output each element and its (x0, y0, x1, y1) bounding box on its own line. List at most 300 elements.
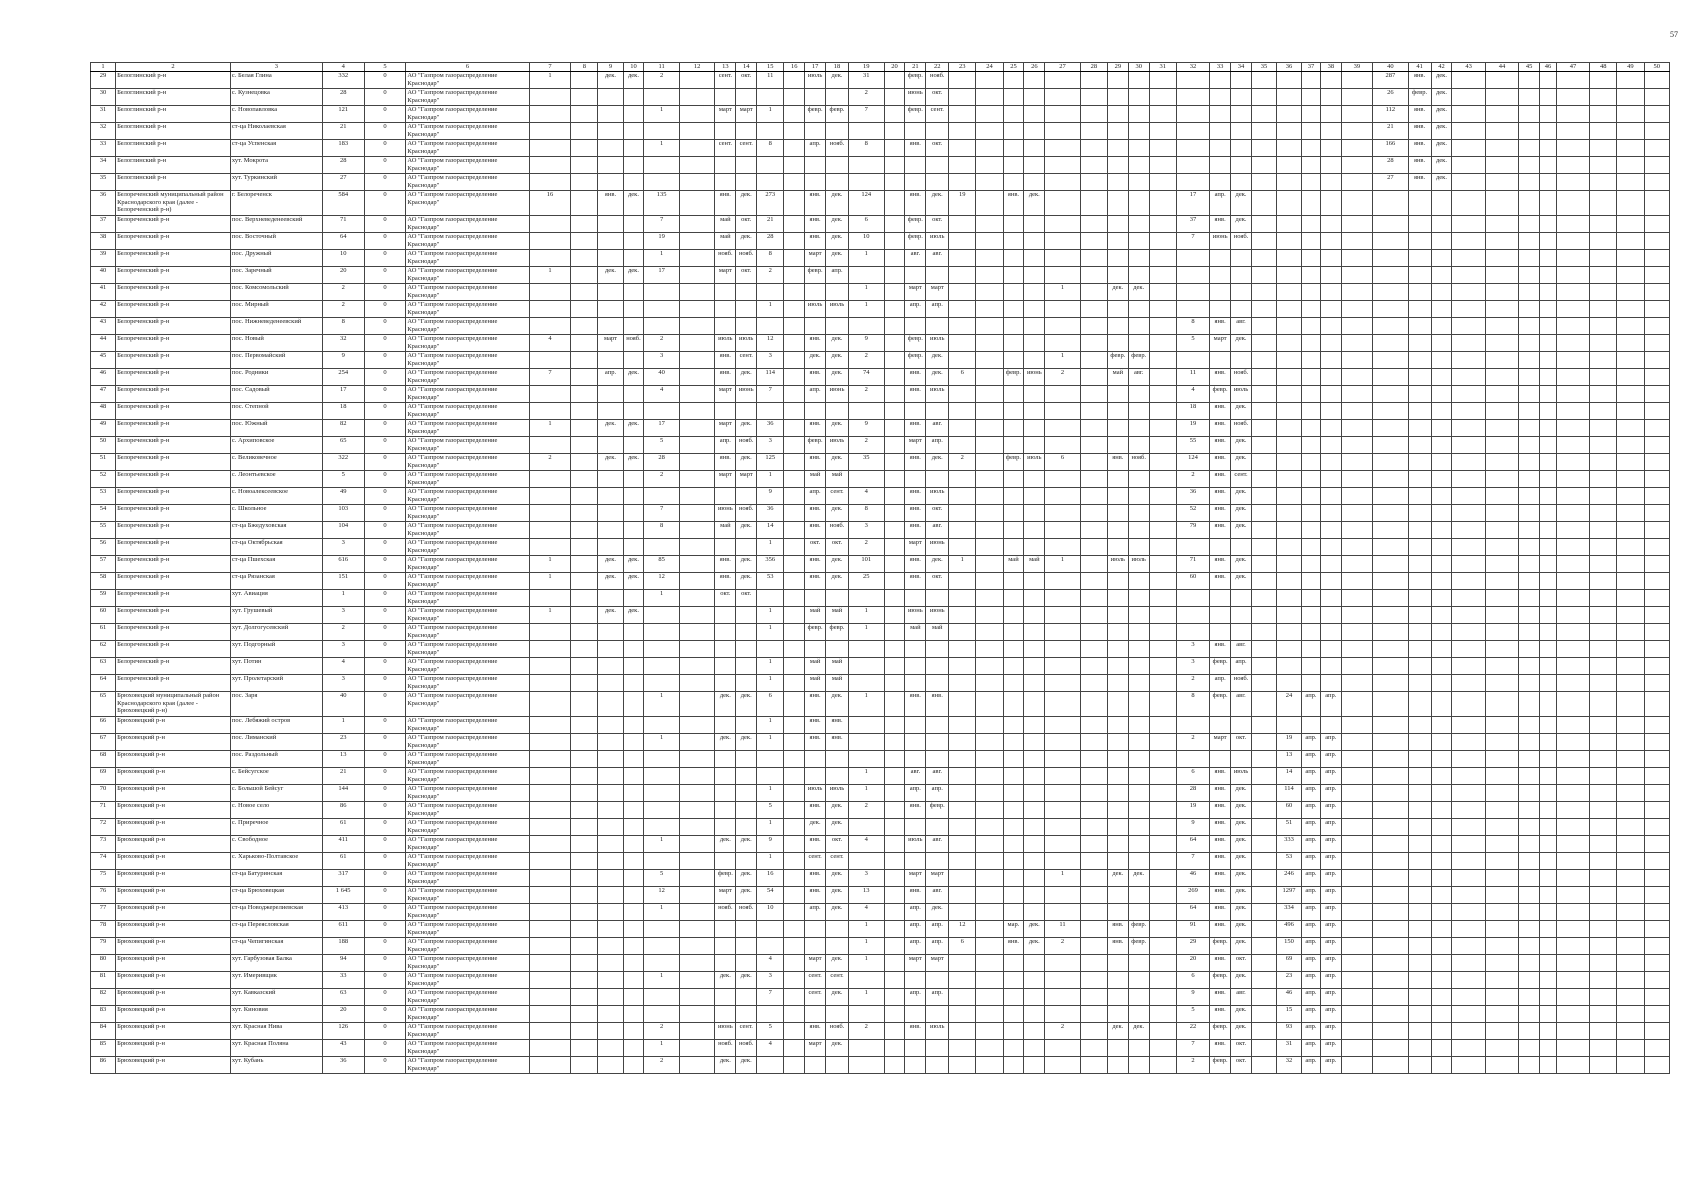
table-cell (884, 301, 905, 318)
table-cell: янв. (805, 335, 826, 352)
table-cell: май (1107, 369, 1128, 386)
table-cell (1373, 972, 1409, 989)
table-cell (1128, 386, 1149, 403)
table-cell: янв. (905, 573, 926, 590)
table-cell: 17 (322, 386, 364, 403)
table-cell (1149, 522, 1176, 539)
table-cell (949, 955, 976, 972)
table-cell (1590, 1040, 1617, 1057)
table-cell (1128, 420, 1149, 437)
table-cell (679, 675, 715, 692)
table-cell (1373, 802, 1409, 819)
table-cell (976, 734, 1003, 751)
table-cell: март (905, 437, 926, 454)
table-cell: 1 (849, 692, 885, 717)
table-row (91, 233, 1670, 250)
table-cell (598, 539, 623, 556)
table-cell (1556, 539, 1589, 556)
table-cell (1302, 658, 1321, 675)
table-cell: февр. (1003, 369, 1024, 386)
table-cell: март (926, 870, 949, 887)
table-cell: 37 (91, 216, 116, 233)
table-cell (1431, 454, 1452, 471)
table-cell (1556, 106, 1589, 123)
table-cell (1277, 352, 1302, 369)
table-cell (1320, 717, 1341, 734)
table-cell (679, 972, 715, 989)
table-cell: 2 (849, 802, 885, 819)
table-cell: АО "Газпром газораспределение Краснодар" (406, 734, 529, 751)
table-cell (623, 1057, 644, 1074)
table-cell (736, 938, 757, 955)
table-cell: дек. (926, 191, 949, 216)
table-cell (571, 437, 598, 454)
table-cell (1149, 641, 1176, 658)
table-cell (976, 191, 1003, 216)
table-cell (1277, 216, 1302, 233)
table-cell (1431, 420, 1452, 437)
table-cell (1431, 573, 1452, 590)
table-cell (1519, 174, 1540, 191)
table-cell: 39 (91, 250, 116, 267)
table-cell: июль (805, 301, 826, 318)
table-row (91, 454, 1670, 471)
table-cell: 64 (91, 675, 116, 692)
table-cell (1231, 539, 1252, 556)
table-cell (1080, 802, 1107, 819)
table-cell (1590, 692, 1617, 717)
table-cell (1373, 369, 1409, 386)
table-cell (529, 437, 571, 454)
table-cell: 0 (364, 853, 406, 870)
table-cell (949, 768, 976, 785)
table-cell (1320, 675, 1341, 692)
table-cell: февр. (1210, 386, 1231, 403)
table-cell (884, 887, 905, 904)
table-cell (715, 89, 736, 106)
table-cell (529, 904, 571, 921)
table-cell (1485, 420, 1518, 437)
table-cell: 55 (1176, 437, 1209, 454)
table-cell: июнь (905, 607, 926, 624)
table-row (91, 157, 1670, 174)
table-cell (905, 318, 926, 335)
table-cell (715, 658, 736, 675)
table-cell (1519, 751, 1540, 768)
table-cell (529, 819, 571, 836)
table-cell (1519, 403, 1540, 420)
table-cell (1540, 454, 1557, 471)
table-cell (571, 1057, 598, 1074)
table-cell: апр. (1320, 1023, 1341, 1040)
table-cell: окт. (926, 216, 949, 233)
table-cell: янв. (1210, 522, 1231, 539)
table-cell: сент. (826, 853, 849, 870)
table-cell (598, 675, 623, 692)
table-cell (949, 853, 976, 870)
table-cell: авг. (1231, 692, 1252, 717)
table-cell (598, 641, 623, 658)
table-cell: апр. (1320, 802, 1341, 819)
table-cell (1452, 157, 1485, 174)
table-cell: дек. (826, 819, 849, 836)
table-cell (1149, 590, 1176, 607)
table-cell: 43 (322, 1040, 364, 1057)
table-cell: 68 (91, 751, 116, 768)
table-cell (757, 89, 784, 106)
table-cell (571, 403, 598, 420)
table-cell (1149, 870, 1176, 887)
table-cell (1080, 573, 1107, 590)
table-cell (623, 768, 644, 785)
table-cell (1644, 768, 1670, 785)
column-header: 47 (1556, 63, 1589, 72)
table-cell (1080, 1023, 1107, 1040)
table-cell (644, 938, 680, 955)
table-cell: хут. Пролетарский (230, 675, 322, 692)
table-cell: март (905, 539, 926, 556)
table-cell (679, 904, 715, 921)
table-cell (1540, 250, 1557, 267)
table-cell (1302, 522, 1321, 539)
table-cell (736, 89, 757, 106)
table-cell (1644, 157, 1670, 174)
table-cell (1231, 89, 1252, 106)
table-cell: с. Новопавловка (230, 106, 322, 123)
table-cell (623, 403, 644, 420)
table-cell (1519, 106, 1540, 123)
table-cell (1251, 785, 1276, 802)
table-cell: пос. Мирный (230, 301, 322, 318)
table-cell: апр. (926, 938, 949, 955)
table-cell: Брюховецкий р-н (116, 751, 231, 768)
table-cell: 2 (644, 335, 680, 352)
table-cell (1320, 318, 1341, 335)
table-cell: авг. (926, 836, 949, 853)
table-cell (784, 72, 805, 89)
table-cell (1080, 658, 1107, 675)
table-cell (1431, 267, 1452, 284)
table-cell (1644, 641, 1670, 658)
table-cell (1149, 369, 1176, 386)
table-row (91, 955, 1670, 972)
table-cell: янв. (1210, 836, 1231, 853)
table-cell: Белоглинский р-н (116, 123, 231, 140)
table-row (91, 174, 1670, 191)
table-cell: 0 (364, 607, 406, 624)
table-cell: 124 (1176, 454, 1209, 471)
table-cell: 4 (849, 904, 885, 921)
table-cell: дек. (598, 607, 623, 624)
table-cell (679, 717, 715, 734)
table-cell (949, 471, 976, 488)
table-cell (884, 751, 905, 768)
table-cell (1107, 89, 1128, 106)
table-cell (926, 658, 949, 675)
table-cell (849, 590, 885, 607)
table-cell (1003, 250, 1024, 267)
table-cell (976, 505, 1003, 522)
table-cell (1320, 471, 1341, 488)
table-cell (1408, 522, 1431, 539)
table-cell: 7 (1176, 853, 1209, 870)
table-cell: ст-ца Пшехская (230, 556, 322, 573)
table-cell (1080, 233, 1107, 250)
table-cell (1320, 250, 1341, 267)
table-cell (623, 802, 644, 819)
table-cell (1176, 157, 1209, 174)
table-cell (1644, 386, 1670, 403)
table-cell (1452, 106, 1485, 123)
table-cell (1341, 301, 1372, 318)
table-cell (1128, 522, 1149, 539)
table-cell (1556, 573, 1589, 590)
table-cell: Белореченский р-н (116, 675, 231, 692)
table-cell: АО "Газпром газораспределение Краснодар" (406, 386, 529, 403)
table-cell: окт. (826, 836, 849, 853)
table-cell (905, 590, 926, 607)
table-cell: сент. (736, 1023, 757, 1040)
table-cell: 2 (949, 454, 976, 471)
table-cell: авг. (905, 768, 926, 785)
table-cell: 7 (1176, 233, 1209, 250)
table-cell (1080, 420, 1107, 437)
table-cell (1617, 140, 1644, 157)
table-cell: 49 (91, 420, 116, 437)
table-cell (1644, 174, 1670, 191)
table-cell: с. Новое село (230, 802, 322, 819)
table-cell (1107, 335, 1128, 352)
table-cell: дек. (1024, 191, 1045, 216)
table-cell (784, 191, 805, 216)
table-row (91, 751, 1670, 768)
table-cell (884, 471, 905, 488)
table-cell: май (805, 675, 826, 692)
table-cell (1107, 819, 1128, 836)
table-row (91, 437, 1670, 454)
table-cell (679, 89, 715, 106)
table-cell (598, 1006, 623, 1023)
table-cell (598, 301, 623, 318)
table-cell: дек. (826, 72, 849, 89)
table-cell: Белореченский р-н (116, 590, 231, 607)
table-cell (1452, 386, 1485, 403)
table-cell (1277, 539, 1302, 556)
table-cell (1452, 658, 1485, 675)
table-cell (1485, 233, 1518, 250)
table-cell (926, 675, 949, 692)
table-cell: апр. (1302, 955, 1321, 972)
table-cell (571, 717, 598, 734)
table-cell (826, 89, 849, 106)
column-header: 2 (116, 63, 231, 72)
table-cell: 13 (1277, 751, 1302, 768)
table-cell (784, 641, 805, 658)
table-cell (623, 955, 644, 972)
table-cell (1341, 887, 1372, 904)
table-cell: 1 (644, 972, 680, 989)
table-cell (1452, 174, 1485, 191)
table-cell (1149, 887, 1176, 904)
table-cell: март (1210, 335, 1231, 352)
table-cell (1251, 590, 1276, 607)
table-cell: янв. (826, 734, 849, 751)
table-cell (1373, 938, 1409, 955)
table-cell (1024, 301, 1045, 318)
table-cell (1452, 1057, 1485, 1074)
table-cell: 91 (1176, 921, 1209, 938)
table-cell: пос. Заря (230, 692, 322, 717)
table-cell (598, 89, 623, 106)
table-cell (1540, 870, 1557, 887)
table-cell: 28 (1176, 785, 1209, 802)
table-cell: май (715, 522, 736, 539)
table-cell (1431, 403, 1452, 420)
table-cell (529, 870, 571, 887)
table-cell (715, 403, 736, 420)
table-cell (884, 734, 905, 751)
table-cell (1024, 318, 1045, 335)
table-cell: февр. (926, 802, 949, 819)
table-cell: 1 (644, 904, 680, 921)
table-cell: пос. Дружный (230, 250, 322, 267)
table-cell: 112 (1373, 106, 1409, 123)
table-cell (1149, 174, 1176, 191)
table-cell (1590, 539, 1617, 556)
table-cell (1080, 301, 1107, 318)
table-cell (1251, 802, 1276, 819)
table-cell: март (715, 267, 736, 284)
table-cell (1251, 420, 1276, 437)
table-cell: дек. (715, 972, 736, 989)
column-header: 7 (529, 63, 571, 72)
table-cell: дек. (736, 887, 757, 904)
table-cell: 49 (322, 488, 364, 505)
table-cell: АО "Газпром газораспределение Краснодар" (406, 403, 529, 420)
table-cell (571, 692, 598, 717)
table-cell: дек. (805, 352, 826, 369)
table-cell (571, 938, 598, 955)
table-cell (949, 72, 976, 89)
table-cell: апр. (926, 989, 949, 1006)
table-cell (1540, 471, 1557, 488)
table-cell (1341, 768, 1372, 785)
table-cell (826, 1057, 849, 1074)
table-cell (949, 89, 976, 106)
table-cell (1644, 836, 1670, 853)
table-cell: 70 (91, 785, 116, 802)
table-cell (644, 768, 680, 785)
table-cell (571, 989, 598, 1006)
table-cell: АО "Газпром газораспределение Краснодар" (406, 488, 529, 505)
table-cell (529, 802, 571, 819)
table-cell (949, 539, 976, 556)
table-cell (1452, 921, 1485, 938)
table-cell (1341, 471, 1372, 488)
table-cell: янв. (1210, 471, 1231, 488)
table-cell (1003, 573, 1024, 590)
table-cell (1617, 267, 1644, 284)
table-cell (1485, 335, 1518, 352)
table-cell (1128, 106, 1149, 123)
table-cell (1251, 641, 1276, 658)
table-cell: февр. (1128, 938, 1149, 955)
table-cell (1277, 191, 1302, 216)
table-cell: 1 (644, 250, 680, 267)
table-cell: янв. (1210, 556, 1231, 573)
table-cell (1003, 785, 1024, 802)
table-cell (1024, 267, 1045, 284)
table-cell (1080, 768, 1107, 785)
table-cell (1003, 972, 1024, 989)
table-cell (949, 819, 976, 836)
table-cell (1519, 301, 1540, 318)
table-cell (1556, 437, 1589, 454)
table-cell (1431, 870, 1452, 887)
table-cell (1408, 802, 1431, 819)
table-cell: апр. (1320, 751, 1341, 768)
table-cell (1485, 573, 1518, 590)
table-cell (849, 174, 885, 191)
table-cell (598, 437, 623, 454)
table-cell: окт. (805, 539, 826, 556)
table-cell: февр. (1210, 1057, 1231, 1074)
table-cell (736, 802, 757, 819)
table-cell: февр. (1210, 658, 1231, 675)
table-cell (1341, 352, 1372, 369)
table-cell: апр. (1302, 972, 1321, 989)
table-cell (529, 768, 571, 785)
table-cell (1373, 352, 1409, 369)
table-cell (826, 318, 849, 335)
table-cell: 20 (1176, 955, 1209, 972)
table-cell (715, 157, 736, 174)
table-cell (1556, 335, 1589, 352)
table-cell (1176, 301, 1209, 318)
table-cell (826, 284, 849, 301)
table-cell (1617, 624, 1644, 641)
table-cell (1128, 539, 1149, 556)
table-cell: дек. (1231, 437, 1252, 454)
table-cell (1210, 717, 1231, 734)
table-cell: июль (926, 1023, 949, 1040)
table-cell (1320, 352, 1341, 369)
table-cell (679, 157, 715, 174)
table-cell (784, 921, 805, 938)
column-header: 22 (926, 63, 949, 72)
table-cell (1302, 301, 1321, 318)
table-cell (1320, 658, 1341, 675)
table-cell (715, 301, 736, 318)
table-cell (1590, 72, 1617, 89)
table-cell (1302, 624, 1321, 641)
table-cell (1519, 556, 1540, 573)
table-cell: Брюховецкий р-н (116, 904, 231, 921)
table-cell: 2 (757, 267, 784, 284)
table-cell (757, 403, 784, 420)
table-cell (679, 233, 715, 250)
table-cell: 1 (849, 607, 885, 624)
table-cell: дек. (1231, 870, 1252, 887)
table-cell (1003, 72, 1024, 89)
table-cell (1540, 174, 1557, 191)
table-cell (1617, 717, 1644, 734)
table-cell (1341, 938, 1372, 955)
table-cell (1003, 1006, 1024, 1023)
table-cell (571, 539, 598, 556)
table-cell (976, 1023, 1003, 1040)
table-cell (1617, 972, 1644, 989)
